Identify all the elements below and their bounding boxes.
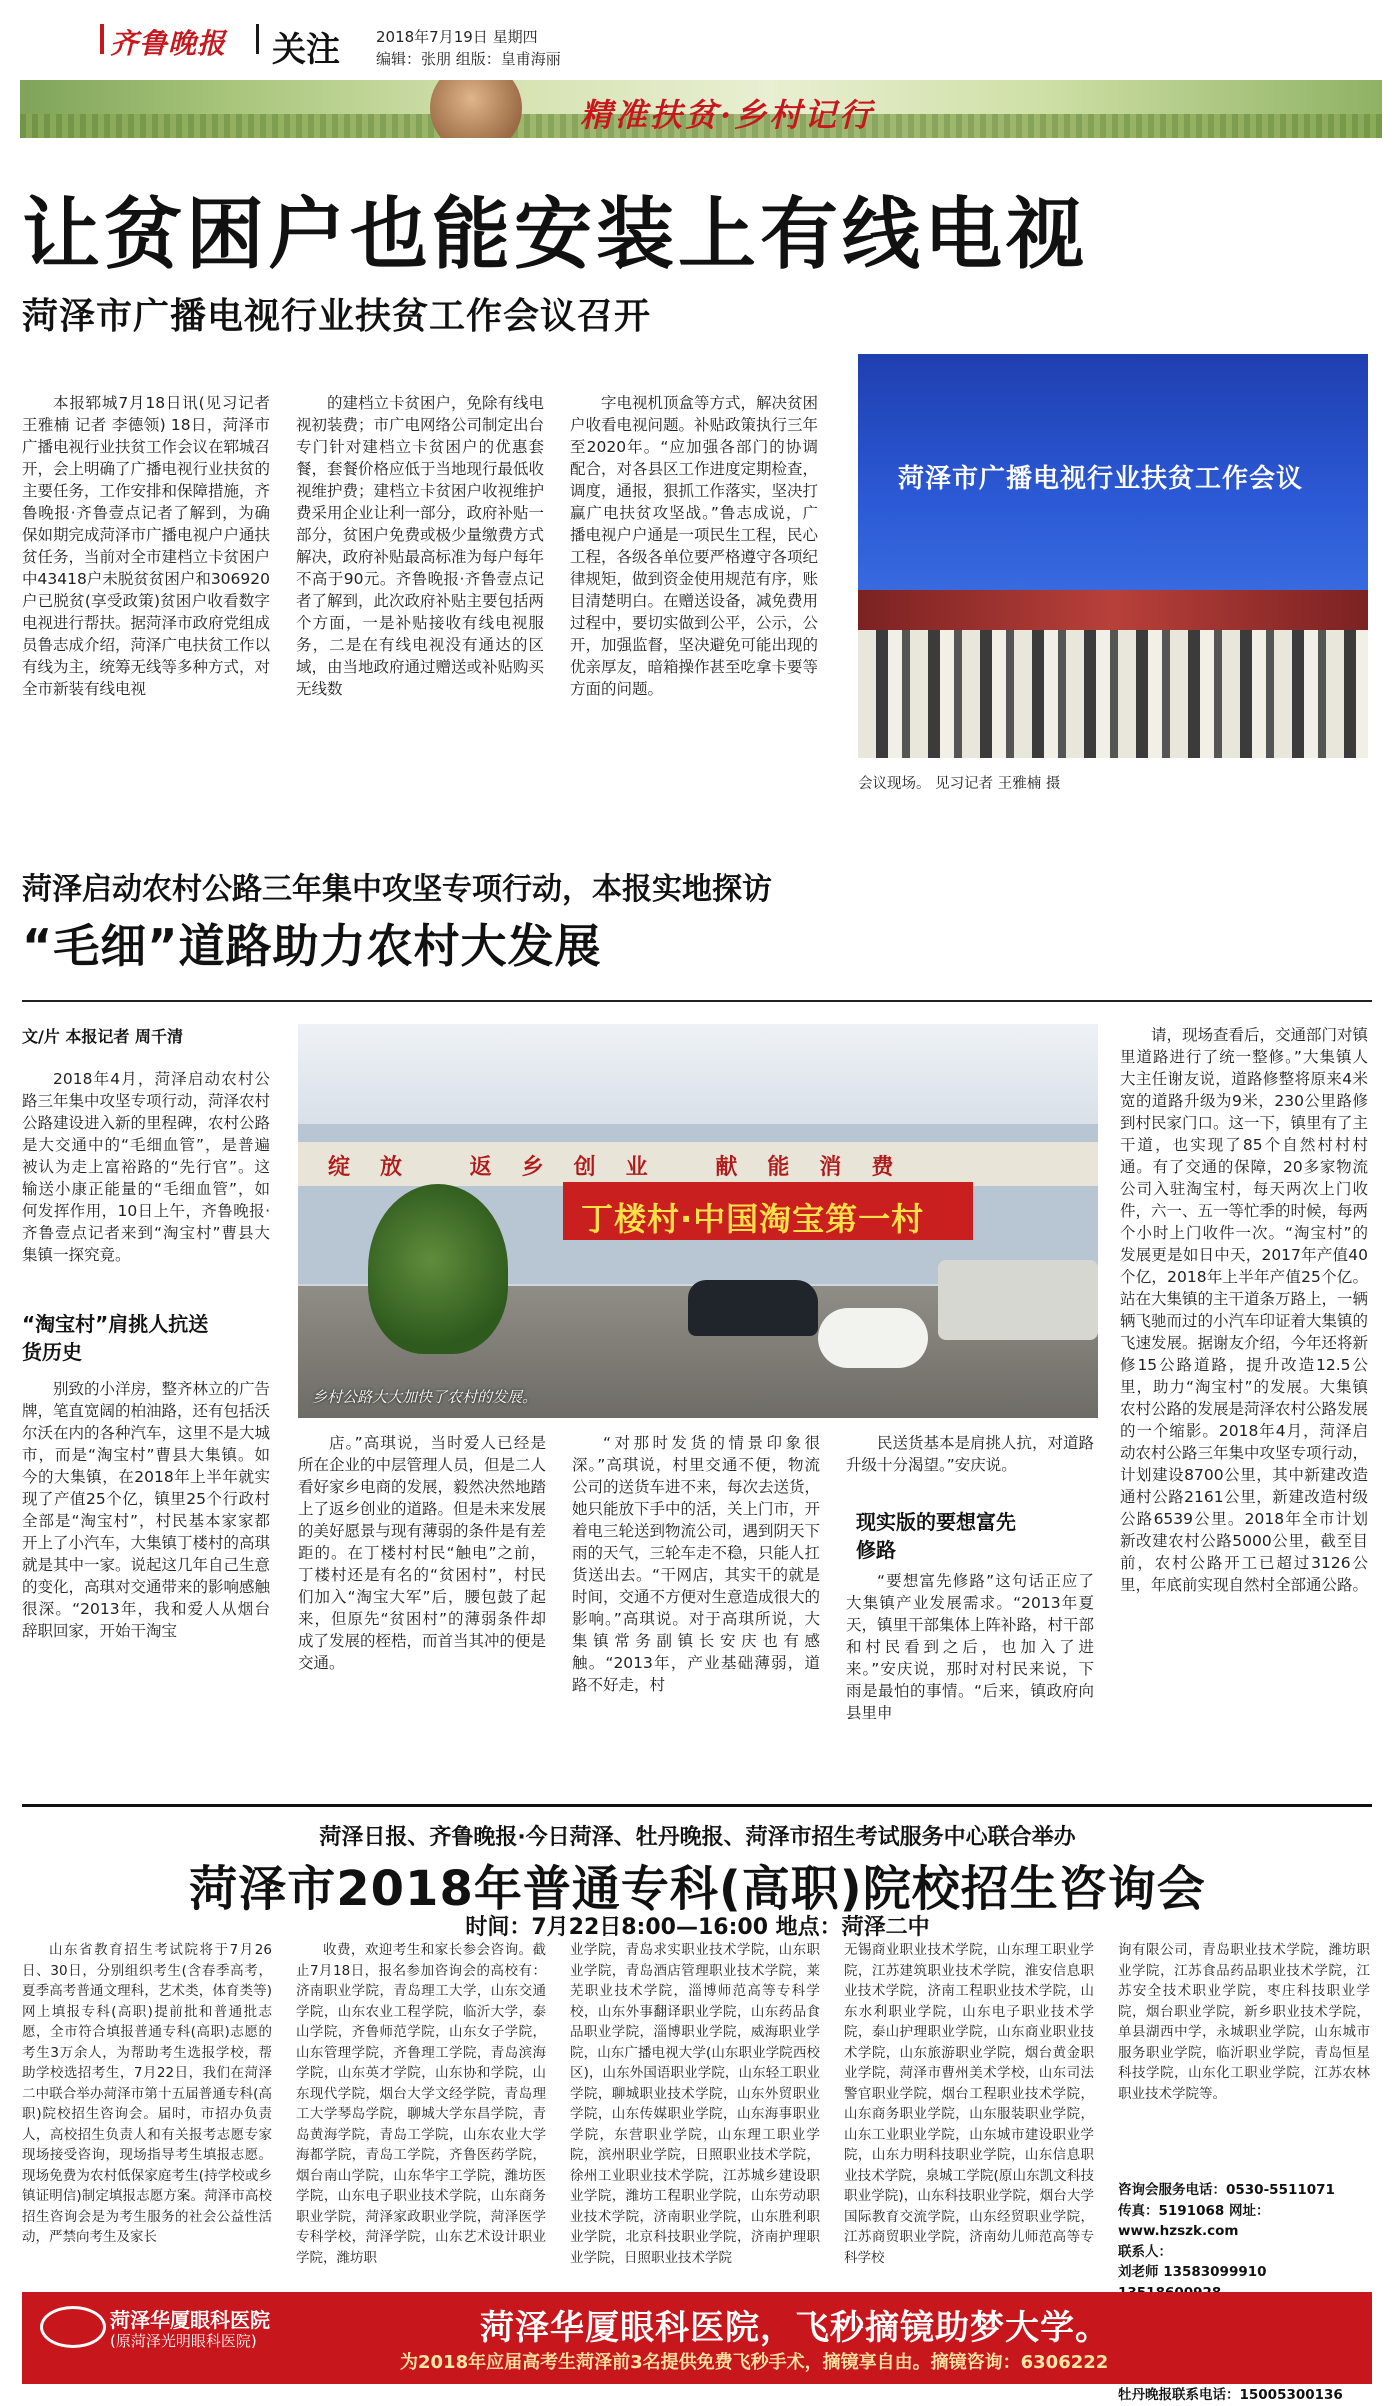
organizers-line: 菏泽日报、齐鲁晚报·今日菏泽、牡丹晚报、菏泽市招生考试服务中心联合举办 <box>319 1825 1076 1850</box>
ad-hospital-former-name: (原菏泽光明眼科医院) <box>110 2332 257 2350</box>
byline: 文/片 本报记者 周千清 <box>22 1027 183 1046</box>
subhead: “淘宝村”肩挑人抗送货历史 <box>22 1312 209 1364</box>
divider <box>22 1804 1372 1807</box>
section-title: 关注 <box>272 30 340 70</box>
paragraph: “对那时发货的情景印象很深。”高琪说，村里交通不便，物流公司的送货车进不来，每次去送货，她只能放下手中的活，关上门市，开着电三轮送到物流公司，遇到阴天下雨的天气，三轮车走不稳，只能人扛货送出去。“干网店，其实干的就是时间，交通不方便对生意造成很大的影响。”高琪说。对于高琪所说，大集镇常务副镇长安庆也有感触。“2013年，产业基础薄弱，道路不好走，村 <box>572 1434 821 1694</box>
article-column <box>22 1378 270 1642</box>
editor-credits: 编辑：张朋 组版：皇甫海丽 <box>376 50 561 68</box>
banner-farmer-image <box>430 80 522 138</box>
paragraph: 字电视机顶盒等方式，解决贫困户收看电视问题。补贴政策执行三年至2020年。“应加强各部门的协调配合，对各县区工作进度定期检查，调度，通报，狠抓工作落实，坚决打赢广电扶贫攻坚战。”鲁志成说，广播电视户户通是一项民生工程，民心工程，各级各单位要严格遵守各项纪律规矩，做到资金使用规范有序，账目清楚明白。在赠送设备，减免费用过程中，要切实做到公平，公示，公开，加强监督，坚决避免可能出现的优亲厚友，暗箱操作甚至吃拿卡要等方面的问题。 <box>570 394 819 698</box>
contact-line: 传真：5191068 网址：www.hzszk.com <box>1118 2202 1270 2239</box>
article-column <box>296 392 544 700</box>
paragraph: 山东省教育招生考试院将于7月26日、30日，分别组织考生(含春季高考，夏季高考普通文理科，艺术类，体育类等)网上填报专科(高职)提前批和普通批志愿，全市符合填报普通专科(高职)志愿的考生3万余人，为帮助考生选报学校，帮助学校选招考生，7月22日，我们在菏泽二中联合举办菏泽市第十五届普通专科(高职)院校招生咨询会。届时，市招办负责人，高校招生负责人和有关报考志愿专家现场接受咨询，现场指导考生填报志愿。现场免费为农村低保家庭考生(持学校或乡镇证明信)制定填报志愿方案。菏泽市高校招生咨询会是为考生服务的社会公益性活动，严禁向考生及家长 <box>22 1942 272 2245</box>
car <box>688 1280 818 1336</box>
scooter <box>818 1308 928 1368</box>
stage-table <box>858 590 1368 630</box>
article-column <box>22 1940 272 2248</box>
column-banner <box>20 80 1382 138</box>
article-column <box>296 1940 546 2268</box>
paragraph: 业学院，青岛求实职业技术学院，山东职业学院，青岛酒店管理职业技术学院，莱芜职业技术学院，淄博师范高等专科学校，山东外事翻译职业学院，山东药品食品职业学院，淄博职业学院，威海职业学院，山东广播电视大学(山东职业学院西校区)，山东外国语职业学院，山东轻工职业学院，聊城职业技术学院，山东外贸职业学院，山东传媒职业学院，山东海事职业学院，东营职业学院，山东理工职业学院，滨州职业学院，日照职业技术学院，徐州工业职业技术学院，江苏城乡建设职业学院，潍坊工程职业学院，山东劳动职业技术学院，济南职业学院，山东胜利职业学院，北京科技职业学院，济南护理职业学院，日照职业技术学院 <box>570 1942 820 2266</box>
sky <box>298 1024 1098 1124</box>
banner-title: 精准扶贫·乡村记行 <box>580 96 875 134</box>
village-sign-text: 丁楼村·中国淘宝第一村 <box>581 1200 925 1238</box>
slogan-text: 绽放 返乡创业 献能消费 <box>328 1155 924 1180</box>
paragraph: 无锡商业职业技术学院，山东理工职业学院，江苏建筑职业技术学院，淮安信息职业技术学院，济南工程职业技术学院，山东水利职业学院，山东电子职业技术学院，泰山护理职业学院，山东商业职业技术学院，山东旅游职业学院，烟台黄金职业学院，菏泽市曹州美术学校，山东司法警官职业学院，烟台工程职业技术学院，山东商务职业学院，山东服装职业学院，山东工业职业学院，山东城市建设职业学院，山东力明科技职业学院，山东信息职业技术学院，泉城工学院(原山东凯文科技职业学院)，山东科技职业学院，烟台大学国际教育交流学院，山东经贸职业学院，江苏商贸职业学院，济南幼儿师范高等专科学校 <box>844 1942 1094 2266</box>
newspaper-logo: 齐鲁晚报 <box>110 27 227 60</box>
headline: “毛细”道路助力农村大发展 <box>22 919 602 973</box>
screen-text: 菏泽市广播电视行业扶贫工作会议 <box>898 464 1304 494</box>
event-time-place: 时间：7月22日8:00—16:00 地点：菏泽二中 <box>465 1915 930 1940</box>
van <box>938 1260 1098 1340</box>
article-column <box>570 1940 820 2268</box>
village-photo <box>298 1024 1098 1418</box>
article-column <box>1120 1024 1368 1596</box>
contact-line: 牡丹晚报联系电话：15005300136 <box>1118 2387 1343 2403</box>
article-column <box>846 1570 1094 1724</box>
paragraph: 本报郓城7月18日讯(见习记者 王雅楠 记者 李德领) 18日，菏泽市广播电视行业扶贫工作会议在郓城召开，会上明确了广播电视行业扶贫的主要任务，工作安排和保障措施，齐鲁晚报·齐鲁壹点记者了解到，为确保如期完成菏泽市广播电视户户通扶贫任务，当前对全市建档立卡贫困户中43418户未脱贫贫困户和306920户已脱贫(享受政策)贫困户收看数字电视进行帮扶。据菏泽市政府党组成员鲁志成介绍，菏泽广电扶贫工作以有线为主，统筹无线等多种方式，对全市新装有线电视 <box>22 394 271 698</box>
contact-line: 刘老师 13583099910 <box>1118 2264 1267 2280</box>
audience <box>858 630 1368 758</box>
article-column <box>572 1432 820 1696</box>
hospital-logo <box>40 2306 106 2348</box>
header-divider <box>256 24 259 54</box>
paragraph: 民送货基本是肩挑人抗，对道路升级十分渴望。”安庆说。 <box>846 1434 1095 1474</box>
subheadline: 菏泽市广播电视行业扶贫工作会议召开 <box>22 296 652 337</box>
paragraph: 询有限公司，青岛职业技术学院，潍坊职业学院，江苏食品药品职业技术学院，江苏安全技术职业学院，枣庄科技职业学院，烟台职业学院，新乡职业技术学院，单县湖西中学，永城职业学院，山东城市服务职业学院，临沂职业学院，青岛恒星科技学院，山东化工职业学院，江苏农林职业技术学院等。 <box>1118 1942 1370 2102</box>
article-column <box>846 1432 1094 1476</box>
divider <box>22 1000 1372 1002</box>
ad-slogan: 菏泽华厦眼科医院，飞秒摘镜助梦大学。 <box>480 2308 1110 2348</box>
article-column <box>22 392 270 700</box>
headline: 让贫困户也能安装上有线电视 <box>22 190 1089 280</box>
photo-caption: 会议现场。 见习记者 王雅楠 摄 <box>858 776 1061 792</box>
contact-line: 咨询会服务电话：0530-5511071 <box>1118 2182 1335 2198</box>
issue-date: 2018年7月19日 星期四 <box>376 28 538 46</box>
paragraph: 别致的小洋房，整齐林立的广告牌，笔直宽阔的柏油路，还有包括沃尔沃在内的各种汽车，这里不是大城市，而是“淘宝村”曹县大集镇。如今的大集镇，在2018年上半年就实现了产值25个亿，镇里25个行政村全部是“淘宝村”，村民基本家家都开上了小汽车，大集镇丁楼村的高琪就是其中一家。说起这几年自己生意的变化，高琪对交通带来的影响感触很深。“2013年，我和爱人从烟台辞职回家，开始干淘宝 <box>22 1380 271 1640</box>
paragraph: 的建档立卡贫困户，免除有线电视初装费；市广电网络公司制定出台专门针对建档立卡贫困户的优惠套餐，套餐价格应低于当地现行最低收视维护费；建档立卡贫困户收视维护费采用企业让利一部分，政府补贴一部分，贫困户免费或极少量缴费方式解决，政府补贴最高标准为每户每年不高于90元。齐鲁晚报·齐鲁壹点记者了解到，此次政府补贴主要包括两个方面，一是补贴接收有线电视服务，二是在有线电视没有通达的区域，由当地政府通过赠送或补贴购买无线数 <box>296 394 545 698</box>
paragraph: 收费，欢迎考生和家长参会咨询。截止7月18日，报名参加咨询会的高校有：济南职业学院，青岛理工大学，山东交通学院，山东农业工程学院，临沂大学，泰山学院，齐鲁师范学院，山东女子学院，山东管理学院，齐鲁理工学院，青岛滨海学院，山东英才学院，山东协和学院，山东现代学院，烟台大学文经学院，青岛理工大学琴岛学院，聊城大学东昌学院，青岛黄海学院，青岛工学院，山东农业大学海都学院，青岛工学院，齐鲁医药学院，烟台南山学院，山东华宇工学院，潍坊医学院，山东电子职业技术学院，山东商务职业学院，菏泽家政职业学院，菏泽医学专科学校，菏泽学院，山东艺术设计职业学院，潍坊职 <box>296 1942 546 2266</box>
kicker-headline: 菏泽启动农村公路三年集中攻坚专项行动，本报实地探访 <box>22 872 772 907</box>
contact-line: 联系人： <box>1118 2243 1172 2260</box>
article-column <box>1118 1940 1370 2104</box>
tree <box>368 1184 508 1354</box>
ad-hospital-name: 菏泽华厦眼科医院 <box>110 2308 270 2332</box>
ad-offer: 为2018年应届高考生菏泽前3名提供免费飞秒手术，摘镜享自由。摘镜咨询：6306222 <box>400 2352 1109 2373</box>
paragraph: 请，现场查看后，交通部门对镇里道路进行了统一整修。”大集镇人大主任谢友说，道路修整将原来4米宽的道路升级为9米，230公里路修到村民家门口。这一下，镇里有了主干道，也实现了85个自然村村村通。有了交通的保障，20多家物流公司入驻淘宝村，每天两次上门收件，六一、五一等忙季的时候，每两个小时上门收件一次。“淘宝村”的发展更是如日中天，2017年产值40个亿，2018年上半年产值25个亿。站在大集镇的主干道条万路上，一辆辆飞驰而过的小汽车印证着大集镇的飞速发展。据谢友介绍，今年还将新修15公路道路，提升改造12.5公里，助力“淘宝村”的发展。大集镇农村公路的发展是菏泽农村公路发展的一个缩影。2018年4月，菏泽启动农村公路三年集中攻坚专项行动，计划建设8700公里，其中新建改造通村公路2161公里，新建改造村级公路6539公里。2018年全市计划新改建农村公路5000公里，截至目前，农村公路开工已超过3126公里，年底前实现自然村全部通公路。 <box>1120 1026 1369 1594</box>
subhead: 现实版的要想富先修路 <box>856 1510 1016 1562</box>
article-column <box>22 1068 270 1266</box>
photo-caption: 乡村公路大大加快了农村的发展。 <box>312 1388 538 1406</box>
article-column <box>298 1432 546 1674</box>
paragraph: 店。”高琪说，当时爱人已经是所在企业的中层管理人员，但是二人看好家乡电商的发展，毅然决然地踏上了返乡创业的道路。但是未来发展的美好愿景与现有薄弱的条件是有差距的。在丁楼村村民“触电”之前，丁楼村还是有名的“贫困村”，村民们加入“淘宝大军”后，腰包鼓了起来，但原先“贫困村”的薄弱条件却成了发展的桎梏，而首当其冲的便是交通。 <box>298 1434 547 1672</box>
headline: 菏泽市2018年普通专科(高职)院校招生咨询会 <box>189 1861 1206 1917</box>
logo-bar <box>100 24 104 54</box>
article-column <box>844 1940 1094 2268</box>
meeting-photo <box>858 354 1368 758</box>
paragraph: “要想富先修路”这句话正应了大集镇产业发展需求。“2013年夏天，镇里干部集体上阵补路，村干部和村民看到之后，也加入了进来。”安庆说，那时对村民来说，下雨是最怕的事情。“后来，镇政府向县里申 <box>846 1572 1095 1722</box>
article-column <box>570 392 818 700</box>
paragraph: 2018年4月，菏泽启动农村公路三年集中攻坚专项行动，菏泽农村公路建设进入新的里程碑，农村公路是大交通中的“毛细血管”，是普遍被认为走上富裕路的“先行官”。这输送小康正能量的“毛细血管”，如何发挥作用，10日上午，齐鲁晚报·齐鲁壹点记者来到“淘宝村”曹县大集镇一探究竟。 <box>22 1070 271 1264</box>
